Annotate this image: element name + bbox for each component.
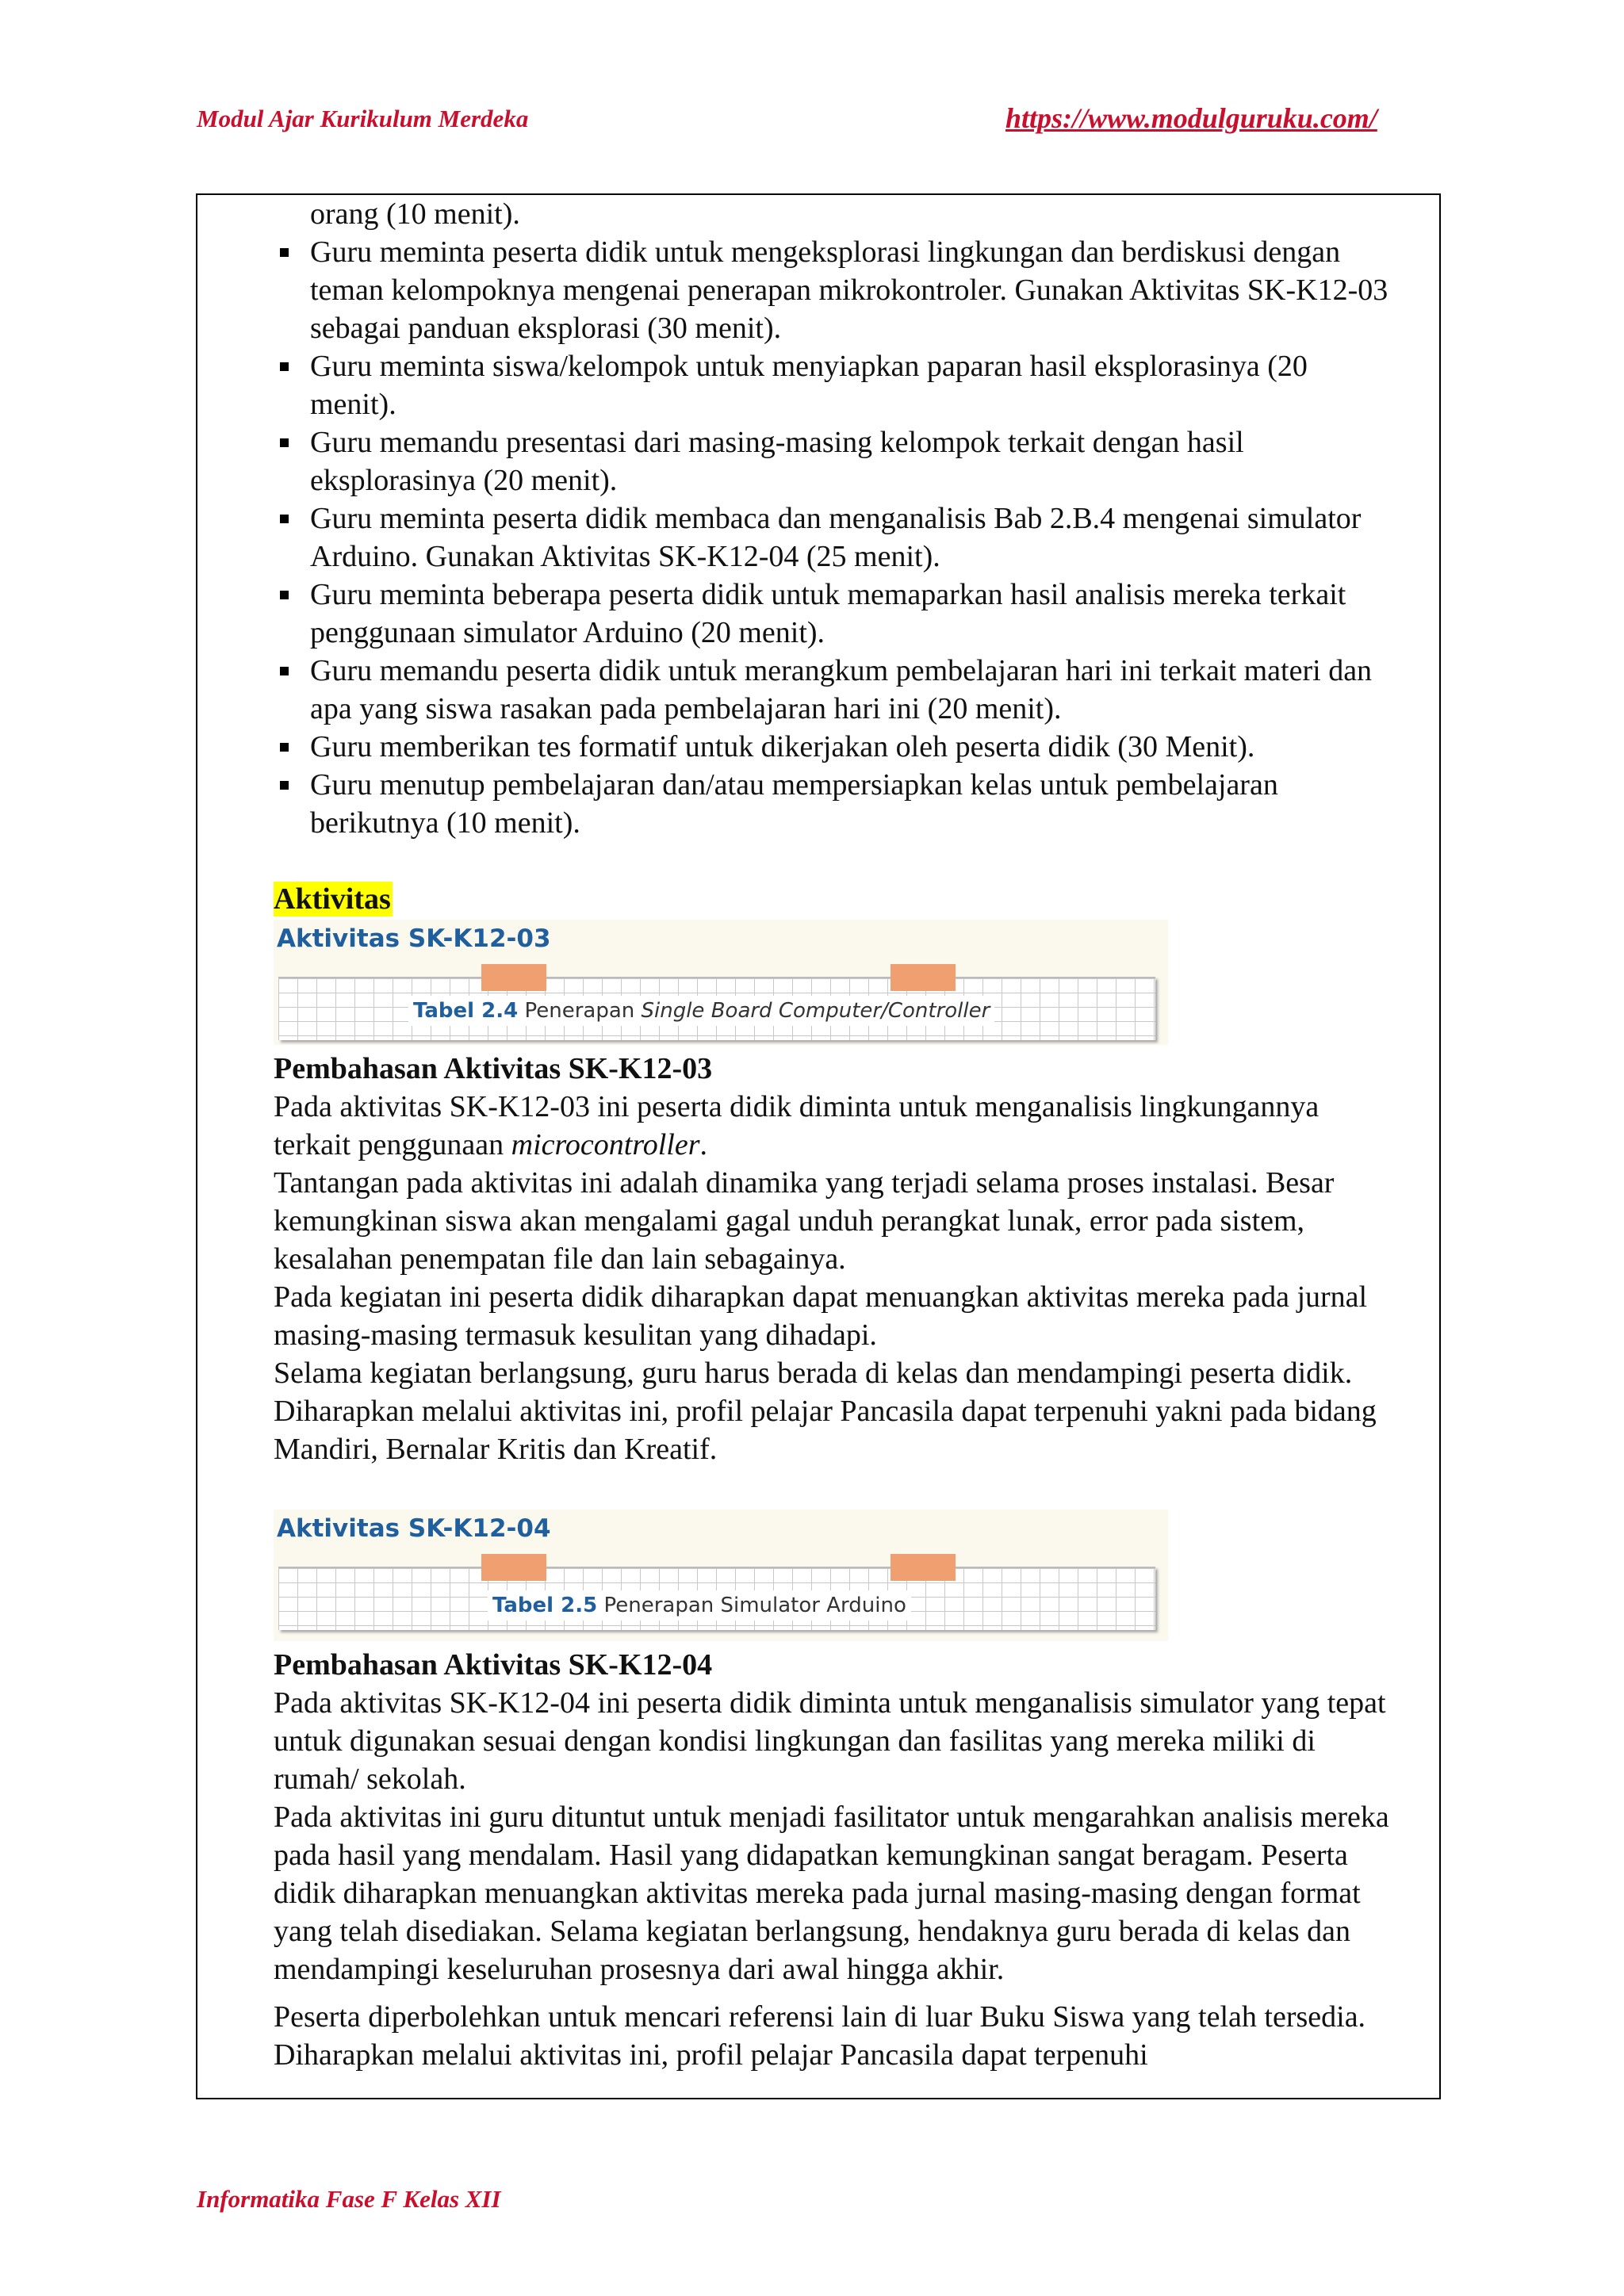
bullet-square-icon: [280, 667, 289, 675]
list-item: [274, 499, 1400, 576]
continued-line: orang (10 menit).: [310, 197, 520, 231]
bullet-square-icon: [280, 248, 289, 257]
activity-tab-marker: [891, 964, 956, 991]
activity-title: Aktivitas SK-K12-03: [277, 924, 551, 953]
list-item: [274, 423, 1400, 499]
list-item: [274, 766, 1400, 842]
bullet-square-icon: [280, 438, 289, 447]
list-item-text: Guru meminta peserta didik untuk mengeksplorasi lingkungan dan berdiskusi dengan teman kelompoknya mengenai penerapan mikrokontroler. Gunakan Aktivitas SK-K12-03 sebagai panduan eksplorasi (30 menit).: [310, 235, 1388, 345]
header-url-link[interactable]: https://www.modulguruku.com/: [1005, 102, 1377, 134]
list-item-text: Guru memandu peserta didik untuk merangkum pembelajaran hari ini terkait materi dan apa yang siswa rasakan pada pembelajaran hari ini (20 menit).: [310, 654, 1373, 725]
paragraph-text: .: [699, 1128, 707, 1161]
activity-tab-marker: [891, 1554, 956, 1581]
list-item-text: Guru menutup pembelajaran dan/atau mempersiapkan kelas untuk pembelajaran berikutnya (10 menit).: [310, 768, 1278, 840]
activity-title: Aktivitas SK-K12-04: [277, 1514, 551, 1543]
caption-text: Penerapan: [518, 999, 642, 1023]
paragraph: Peserta diperbolehkan untuk mencari referensi lain di luar Buku Siswa yang telah tersedia. Diharapkan melalui aktivitas ini, profil pelajar Pancasila dapat terpenuhi: [274, 2000, 1366, 2072]
list-item: [274, 233, 1400, 347]
list-item: [274, 576, 1400, 652]
paragraph: Selama kegiatan berlangsung, guru harus berada di kelas dan mendampingi peserta didik. Diharapkan melalui aktivitas ini, profil pelajar Pancasila dapat terpenuhi yakni pada bidang Mandiri, Bernalar Kritis dan Kreatif.: [274, 1357, 1377, 1466]
list-item-text: Guru meminta siswa/kelompok untuk menyiapkan paparan hasil eksplorasinya (20 menit).: [310, 350, 1308, 421]
bullet-square-icon: [280, 591, 289, 599]
activity-tab-marker: [481, 1554, 546, 1581]
activity-tab-marker: [481, 964, 546, 991]
paragraph: Pada kegiatan ini peserta didik diharapkan dapat menuangkan aktivitas mereka pada jurnal masing-masing termasuk kesulitan yang dihadapi.: [274, 1280, 1368, 1352]
caption-label: Tabel 2.4: [413, 999, 519, 1023]
footer-title: Informatika Fase F Kelas XII: [197, 2185, 501, 2213]
bullet-square-icon: [280, 362, 289, 371]
aktivitas-heading: Aktivitas: [274, 882, 391, 916]
caption-label: Tabel 2.5: [492, 1594, 598, 1617]
section-title: Pembahasan Aktivitas SK-K12-03: [274, 1052, 713, 1085]
list-item-text: Guru memandu presentasi dari masing-masing kelompok terkait dengan hasil eksplorasinya (20 menit).: [310, 426, 1244, 497]
content-body: [274, 195, 1400, 2074]
list-item: [274, 652, 1400, 728]
list-item-text: Guru meminta beberapa peserta didik untuk memaparkan hasil analisis mereka terkait penggunaan simulator Arduino (20 menit).: [310, 578, 1346, 649]
paragraph: Tantangan pada aktivitas ini adalah dinamika yang terjadi selama proses instalasi. Besar kemungkinan siswa akan mengalami gagal unduh perangkat lunak, error pada sistem, kesalahan penempatan file dan lain sebagainya.: [274, 1166, 1335, 1276]
activity-card-sk-k12-04: [274, 1510, 1168, 1641]
header-title: Modul Ajar Kurikulum Merdeka: [197, 105, 529, 132]
list-item-text: Guru memberikan tes formatif untuk dikerjakan oleh peserta didik (30 Menit).: [310, 730, 1255, 763]
list-item: [274, 728, 1400, 766]
bullet-square-icon: [280, 515, 289, 523]
paragraph-italic: microcontroller: [511, 1128, 700, 1161]
activity-caption: [488, 1590, 911, 1621]
caption-italic: Single Board Computer/Controller: [641, 999, 990, 1023]
paragraph-text: Pada aktivitas SK-K12-03 ini peserta didik diminta untuk menganalisis lingkungannya terkait penggunaan: [274, 1090, 1320, 1161]
list-item: [274, 347, 1400, 423]
caption-text: Penerapan Simulator Arduino: [597, 1594, 906, 1617]
paragraph: Pada aktivitas ini guru dituntut untuk menjadi fasilitator untuk mengarahkan analisis mereka pada hasil yang mendalam. Hasil yang didapatkan kemungkinan sangat beragam. Peserta didik diharapkan menuangkan aktivitas mereka pada jurnal masing-masing dengan format yang telah disediakan. Selama kegiatan berlangsung, hendaknya guru berada di kelas dan mendampingi keseluruhan prosesnya dari awal hingga akhir.: [274, 1800, 1389, 1986]
list-item-text: Guru meminta peserta didik membaca dan menganalisis Bab 2.B.4 mengenai simulator Arduino. Gunakan Aktivitas SK-K12-04 (25 menit).: [310, 502, 1362, 573]
bullet-list: [274, 233, 1400, 842]
paragraph: [274, 1088, 1400, 1164]
content-frame: [196, 193, 1441, 2099]
section-title: Pembahasan Aktivitas SK-K12-04: [274, 1648, 713, 1682]
activity-card-sk-k12-03: [274, 920, 1168, 1045]
bullet-square-icon: [280, 781, 289, 790]
bullet-square-icon: [280, 743, 289, 752]
activity-caption: [408, 996, 994, 1026]
paragraph: Pada aktivitas SK-K12-04 ini peserta didik diminta untuk menganalisis simulator yang tepat untuk digunakan sesuai dengan kondisi lingkungan dan fasilitas yang mereka miliki di rumah/ sekolah.: [274, 1686, 1386, 1796]
